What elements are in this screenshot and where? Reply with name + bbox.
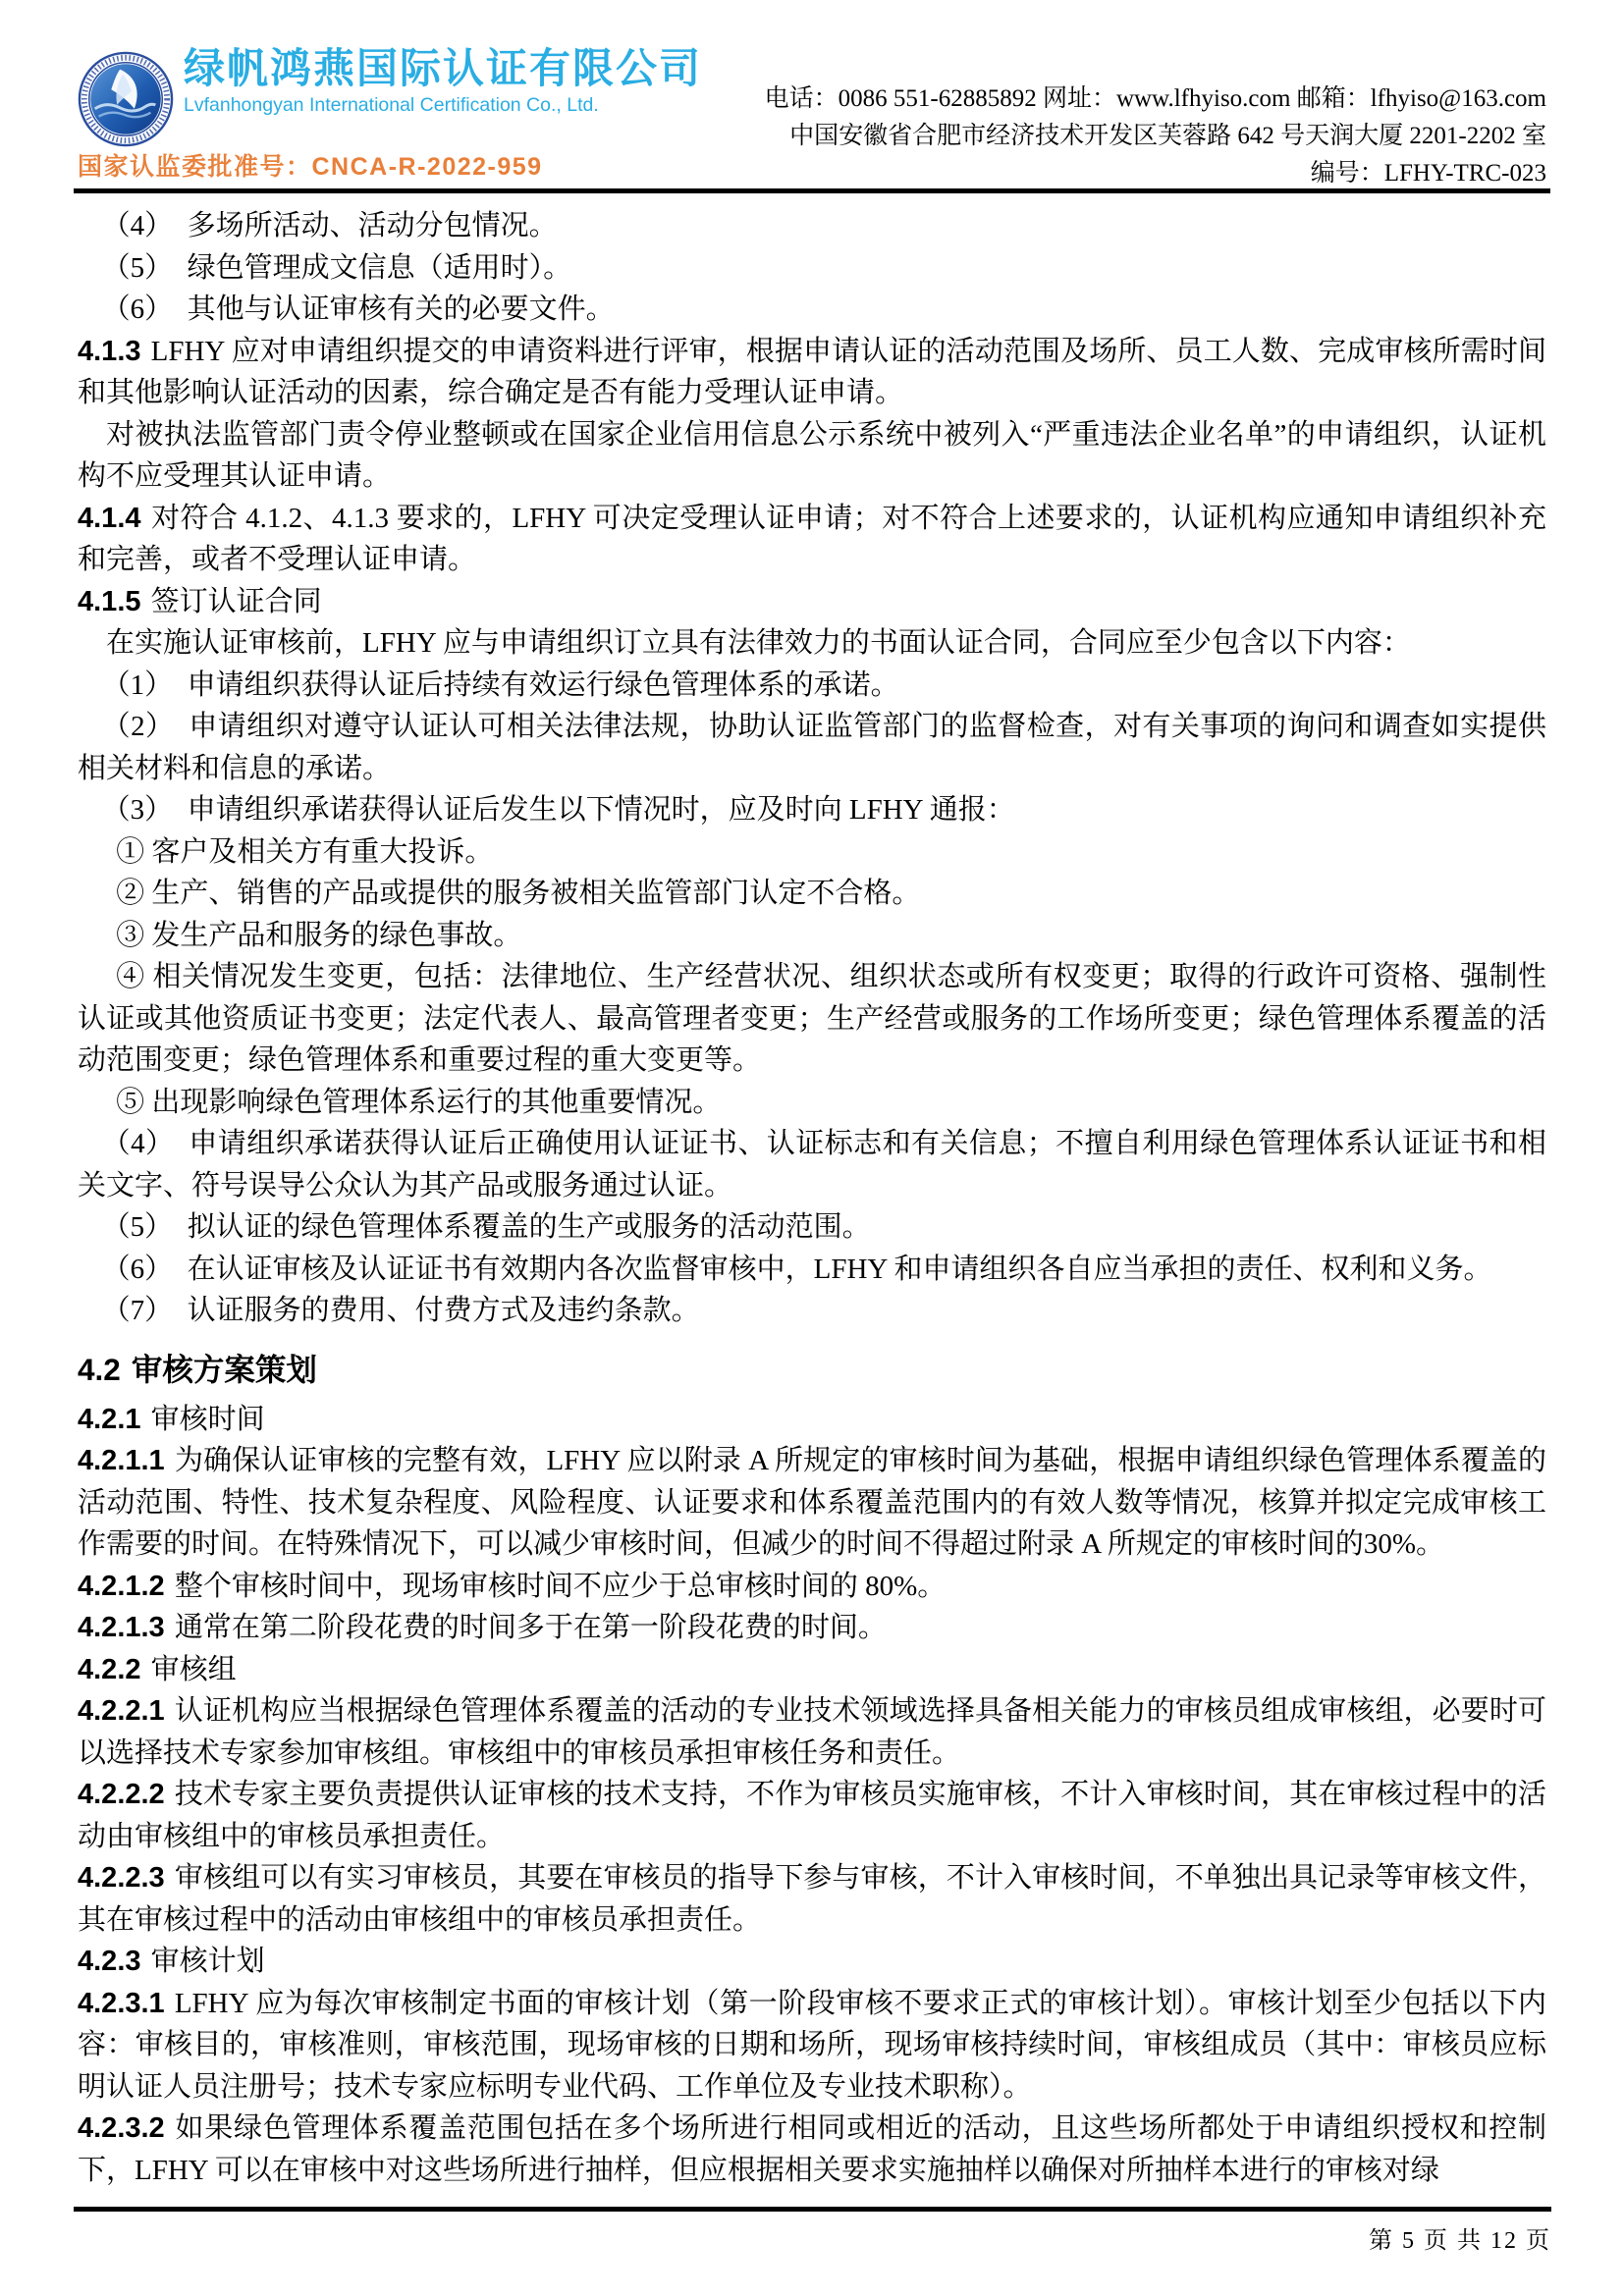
header-contact-block	[765, 80, 1546, 192]
clause-number: 4.2.1.1	[78, 1445, 165, 1476]
clause-text: LFHY 应对申请组织提交的申请资料进行评审，根据申请认证的活动范围及场所、员工人数、完成审核所需时间和其他影响认证活动的因素，综合确定是否有能力受理认证申请。	[78, 335, 1546, 408]
list-item: （3） 申请组织承诺获得认证后发生以下情况时，应及时向 LFHY 通报：	[101, 794, 1015, 826]
subsection-heading	[78, 1399, 1546, 1441]
document-body	[0, 193, 1624, 2191]
clause-text: 签订认证合同	[150, 585, 322, 617]
list-item: （5） 拟认证的绿色管理体系覆盖的生产或服务的活动范围。	[101, 1211, 871, 1243]
clause	[78, 1690, 1546, 1774]
clause-text: 审核计划	[150, 1946, 265, 1977]
clause-text: 如果绿色管理体系覆盖范围包括在多个场所进行相同或相近的活动，且这些场所都处于申请组织授权和控制下，LFHY 可以在审核中对这些场所进行抽样，但应根据相关要求实施抽样以确保对所抽样本进行的审核对绿	[78, 2112, 1546, 2186]
clause-text: 对符合 4.1.2、4.1.3 要求的，LFHY 可决定受理认证申请；对不符合上述要求的，认证机构应通知申请组织补充和完善，或者不受理认证申请。	[78, 502, 1546, 575]
sub-list-item: ① 客户及相关方有重大投诉。	[116, 835, 494, 868]
contact-line-address: 中国安徽省合肥市经济技术开发区芙蓉路 642 号天润大厦 2201-2202 室	[789, 123, 1546, 149]
clause	[78, 1774, 1546, 1857]
clause-number: 4.2.2.2	[78, 1779, 165, 1810]
section-heading	[78, 1347, 1546, 1392]
list-item: （4） 申请组织承诺获得认证后正确使用认证证书、认证标志和有关信息；不擅自利用绿色管理体系认证证书和相关文字、符号误导公众认为其产品或服务通过认证。	[78, 1128, 1546, 1201]
paragraph: 对被执法监管部门责令停业整顿或在国家企业信用信息公示系统中被列入“严重违法企业名单”的申请组织，认证机构不应受理其认证申请。	[78, 418, 1546, 492]
clause	[78, 1607, 1546, 1649]
list-item: （1） 申请组织获得认证后持续有效运行绿色管理体系的承诺。	[101, 668, 899, 701]
paragraph: 在实施认证审核前，LFHY 应与申请组织订立具有法律效力的书面认证合同，合同应至少包含以下内容：	[106, 627, 1411, 659]
section-title: 审核方案策划	[131, 1351, 317, 1387]
clause	[78, 1857, 1546, 1941]
clause-text: 审核组可以有实习审核员，其要在审核员的指导下参与审核，不计入审核时间，不单独出具记录等审核文件，其在审核过程中的活动由审核组中的审核员承担责任。	[78, 1862, 1546, 1936]
company-name-cn: 绿帆鸿燕国际认证有限公司	[184, 45, 703, 91]
clause-number: 4.2.1.2	[78, 1570, 165, 1602]
list-item: （4） 多场所活动、活动分包情况。	[101, 210, 558, 241]
clause	[78, 1566, 1546, 1608]
clause	[78, 331, 1546, 414]
clause-text: 为确保认证审核的完整有效，LFHY 应以附录 A 所规定的审核时间为基础，根据申请组织绿色管理体系覆盖的活动范围、特性、技术复杂程度、风险程度、认证要求和体系覆盖范围内的有效人数等情况，核算并拟定完成审核工作需要的时间。在特殊情况下，可以减少审核时间，但减少的时间不得超过附录 A 所规定的审核时间的30%。	[78, 1445, 1546, 1560]
clause	[78, 1440, 1546, 1566]
clause	[78, 2108, 1546, 2191]
subsection-heading	[78, 1649, 1546, 1691]
company-seal-logo-icon	[78, 51, 174, 147]
clause	[78, 498, 1546, 581]
clause-text: 通常在第二阶段花费的时间多于在第一阶段花费的时间。	[174, 1612, 887, 1643]
clause-number: 4.1.3	[78, 335, 141, 367]
sub-list-item: ② 生产、销售的产品或提供的服务被相关监管部门认定不合格。	[116, 878, 921, 909]
sub-list-item: ③ 发生产品和服务的绿色事故。	[116, 919, 522, 951]
clause-number: 4.1.5	[78, 585, 141, 617]
clause-number: 4.2.3	[78, 1946, 141, 1977]
document-number: 编号：LFHY-TRC-023	[1310, 160, 1546, 187]
clause-number: 4.2.2.3	[78, 1862, 165, 1894]
subsection-heading	[78, 1941, 1546, 1983]
contact-line-phone-web-mail: 电话：0086 551-62885892 网址：www.lfhyiso.com 邮箱：lfhyiso@163.com	[764, 85, 1546, 112]
clause-text: 审核组	[150, 1653, 237, 1685]
page-number: 第 5 页 共 12 页	[1369, 2228, 1551, 2254]
clause-number: 4.1.4	[78, 502, 141, 534]
clause-number: 4.2.2	[78, 1653, 141, 1685]
list-item: （5） 绿色管理成文信息（适用时）。	[101, 251, 572, 284]
list-item: （2） 申请组织对遵守认证认可相关法律法规，协助认证监管部门的监督检查，对有关事项的询问和调查如实提供相关材料和信息的承诺。	[78, 711, 1546, 784]
list-item: （6） 其他与认证审核有关的必要文件。	[101, 294, 615, 325]
page-header	[0, 0, 1624, 187]
brand-block	[184, 45, 702, 118]
clause-text: 审核时间	[150, 1403, 265, 1435]
clause-number: 4.2.3.2	[78, 2112, 165, 2144]
clause-text: 整个审核时间中，现场审核时间不应少于总审核时间的 80%。	[174, 1570, 947, 1602]
clause-number: 4.2.3.1	[78, 1987, 165, 2019]
list-item: （7） 认证服务的费用、付费方式及违约条款。	[101, 1295, 700, 1326]
clause-text: LFHY 应为每次审核制定书面的审核计划（第一阶段审核不要求正式的审核计划）。审核计划至少包括以下内容：审核目的，审核准则，审核范围，现场审核的日期和场所，现场审核持续时间，审核组成员（其中：审核员应标明认证人员注册号；技术专家应标明专业代码、工作单位及专业技术职称）。	[78, 1987, 1546, 2103]
company-name-en: Lvfanhongyan International Certification Co., Ltd.	[184, 94, 599, 116]
sub-list-item: ④ 相关情况发生变更，包括：法律地位、生产经营状况、组织状态或所有权变更；取得的行政许可资格、强制性认证或其他资质证书变更；法定代表人、最高管理者变更；生产经营或服务的工作场所变更；绿色管理体系覆盖的活动范围变更；绿色管理体系和重要过程的重大变更等。	[78, 961, 1546, 1076]
clause-text: 技术专家主要负责提供认证审核的技术支持，不作为审核员实施审核，不计入审核时间，其在审核过程中的活动由审核组中的审核员承担责任。	[78, 1779, 1546, 1852]
list-item: （6） 在认证审核及认证证书有效期内各次监督审核中，LFHY 和申请组织各自应当承担的责任、权利和义务。	[101, 1253, 1492, 1285]
clause	[78, 581, 1546, 623]
clause	[78, 1983, 1546, 2109]
page-footer	[74, 2207, 1551, 2255]
clause-number: 4.2.1.3	[78, 1612, 165, 1643]
clause-number: 4.2.2.1	[78, 1695, 165, 1727]
section-number: 4.2	[78, 1351, 121, 1387]
clause-number: 4.2.1	[78, 1403, 141, 1435]
clause-text: 认证机构应当根据绿色管理体系覆盖的活动的专业技术领域选择具备相关能力的审核员组成审核组，必要时可以选择技术专家参加审核组。审核组中的审核员承担审核任务和责任。	[78, 1695, 1546, 1769]
approval-number: 国家认监委批准号：CNCA-R-2022-959	[78, 153, 543, 181]
sub-list-item: ⑤ 出现影响绿色管理体系运行的其他重要情况。	[116, 1086, 722, 1118]
